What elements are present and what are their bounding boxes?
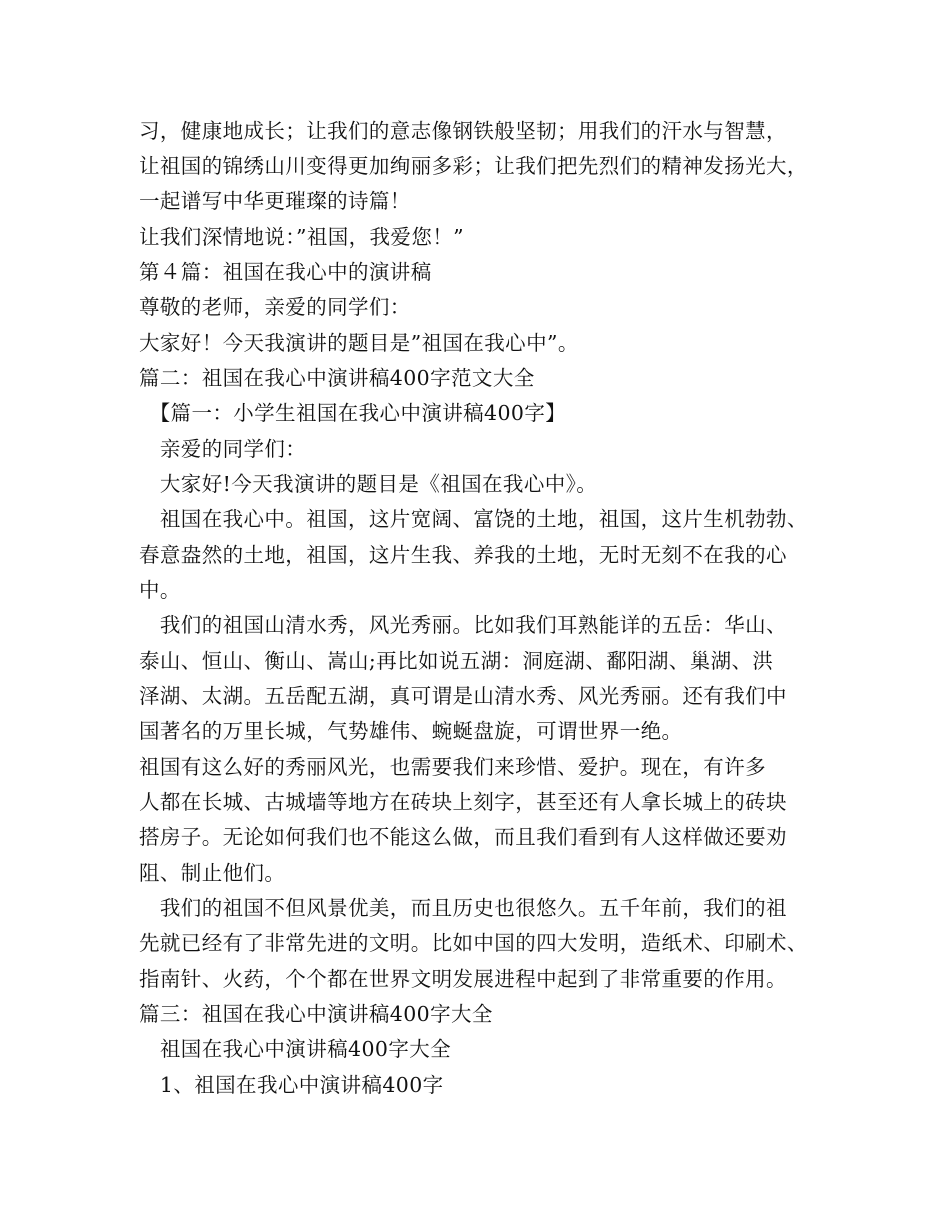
text-line: 人都在长城、古城墙等地方在砖块上刻字，甚至还有人拿长城上的砖块 — [139, 790, 787, 814]
text-line: 搭房子。无论如何我们也不能这么做，而且我们看到有人这样做还要劝 — [139, 825, 787, 849]
text-line: 国著名的万里长城，气势雄伟、蜿蜒盘旋，可谓世界一绝。 — [139, 719, 683, 743]
section-heading: 篇三：祖国在我心中演讲稿400字大全 — [139, 1002, 493, 1026]
text-line: 先就已经有了非常先进的文明。比如中国的四大发明，造纸术、印刷术、 — [139, 931, 808, 955]
text-line: 大家好!今天我演讲的题目是《祖国在我心中》。 — [139, 472, 598, 496]
text-line: 我们的祖国不但风景优美，而且历史也很悠久。五千年前，我们的祖 — [139, 896, 787, 920]
text-line: 春意盎然的土地，祖国，这片生我、养我的土地，无时无刻不在我的心 — [139, 543, 787, 567]
text-line: 大家好！今天我演讲的题目是”祖国在我心中”。 — [139, 331, 579, 355]
text-line: 让祖国的锦绣山川变得更加绚丽多彩；让我们把先烈们的精神发扬光大， — [139, 154, 808, 178]
text-line: 尊敬的老师，亲爱的同学们： — [139, 295, 411, 319]
text-line: 亲爱的同学们： — [139, 437, 307, 461]
text-line: 【篇一：小学生祖国在我心中演讲稿400字】 — [139, 401, 567, 425]
text-line: 祖国在我心中。祖国，这片宽阔、富饶的土地，祖国，这片生机勃勃、 — [139, 507, 808, 531]
text-line: 让我们深情地说：”祖国，我爱您！” — [139, 225, 465, 249]
text-line: 一起谱写中华更璀璨的诗篇！ — [139, 189, 411, 213]
text-line: 泰山、恒山、衡山、嵩山;再比如说五湖：洞庭湖、鄱阳湖、巢湖、洪 — [139, 649, 774, 673]
text-line: 阻、制止他们。 — [139, 861, 286, 885]
section-heading: 篇二：祖国在我心中演讲稿400字范文大全 — [139, 366, 535, 390]
text-line: 泽湖、太湖。五岳配五湖，真可谓是山清水秀、风光秀丽。还有我们中 — [139, 684, 787, 708]
text-line: 指南针、火药，个个都在世界文明发展进程中起到了非常重要的作用。 — [139, 967, 787, 991]
text-line: 第４篇：祖国在我心中的演讲稿 — [139, 260, 432, 284]
text-line: 我们的祖国山清水秀，风光秀丽。比如我们耳熟能详的五岳：华山、 — [139, 613, 787, 637]
text-line: 习，健康地成长；让我们的意志像钢铁般坚韧；用我们的汗水与智慧， — [139, 119, 787, 143]
text-line: 祖国有这么好的秀丽风光，也需要我们来珍惜、爱护。现在，有许多 — [139, 755, 766, 779]
text-line: 1、祖国在我心中演讲稿400字 — [139, 1073, 444, 1097]
text-line: 祖国在我心中演讲稿400字大全 — [139, 1037, 452, 1061]
text-line: 中。 — [139, 578, 181, 602]
